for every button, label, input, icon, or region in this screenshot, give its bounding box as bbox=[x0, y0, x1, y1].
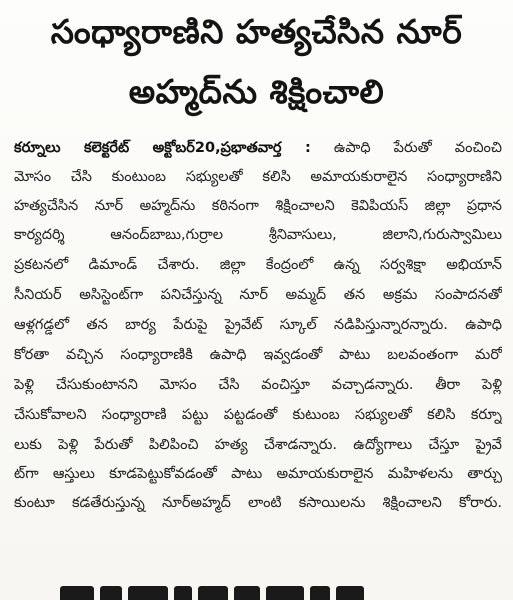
article-line-10: చేసుకోవాలని సంధ్యారాణి పట్టు పట్టడంతో కుటుంబ సభ్యులతో కలిసి కర్నూ bbox=[14, 407, 502, 423]
article-line-9: పెళ్లి చేసుకుంటానని మోసం చేసి వంచిస్తూ వచ్చాడన్నారు. తీరా పెళ్లి bbox=[14, 377, 502, 393]
article-line-4: కార్యదర్శి ఆనంద్‌బాబు,గుర్రాల శ్రీనివాసులు, జిలాని,గురుస్వామిలు bbox=[14, 227, 502, 243]
headline-line-1: సంధ్యారాణిని హత్యచేసిన నూర్ bbox=[50, 12, 463, 51]
article-line-12: ట్‌గా ఆస్తులు కూడపెట్టుకోవడంతో పాటు అమాయకురాలైన మహిళలను తార్చు bbox=[14, 466, 502, 482]
article-line-1-text: ఉపాధి పేరుతో వంచించి bbox=[310, 140, 502, 156]
article-line-6: సీనియర్ అసిస్టెంట్‌గా పనిచేస్తున్న నూర్ అమ్మద్ తన అక్రమ సంపాదనతో bbox=[14, 287, 502, 303]
article-line-8: కోరతా వచ్చిన సంధ్యారాణికి ఉపాధి ఇవ్వడంతో పాటు బలవంతంగా మరో bbox=[14, 347, 502, 363]
article-line-7: ఆళ్లగడ్డలో తన బార్య పేరుపై ప్రైవేట్ స్కూల్ నడిపిస్తున్నారన్నారు. ఉపాధి bbox=[14, 317, 502, 333]
article-line-13: కుంటూ కడతేరుస్తున్న నూర్‌అహ్మద్ లాంటి కసాయిలను శిక్షించాలని కోరారు. bbox=[14, 495, 502, 511]
cropped-headline-glyphs bbox=[60, 586, 420, 600]
headline-line-2: అహ్మద్‌ను శిక్షించాలి bbox=[128, 72, 385, 111]
article-line-2: మోసం చేసి కుంటుంబ సభ్యులతో కలిసి అమాయకురాలైన సంధ్యారాణిని bbox=[14, 169, 502, 185]
cropped-next-headline bbox=[0, 586, 513, 600]
article-line-5: ప్రకటనలో డిమాండ్ చేశారు. జిల్లా కేంద్రంలో ఉన్న సర్వశిక్షా అభియాన్ bbox=[14, 257, 502, 273]
dateline: కర్నూలు కలెక్టరేట్ అక్టోబర్20,ప్రభాతవార్త : bbox=[14, 140, 311, 156]
article-line-1 bbox=[14, 134, 502, 162]
article-line-11: లుకు పెళ్లి పేరుతో పిలిపించి హత్య చేశాడన్నారు. ఉద్యోగాలు చేస్తూ ప్రైవే bbox=[14, 437, 502, 453]
article-line-3: హత్యచేసిన నూర్ అహ్మద్‌ను కఠినంగా శిక్షించాలని కెవిపియస్ జిల్లా ప్రధాన bbox=[14, 198, 502, 214]
